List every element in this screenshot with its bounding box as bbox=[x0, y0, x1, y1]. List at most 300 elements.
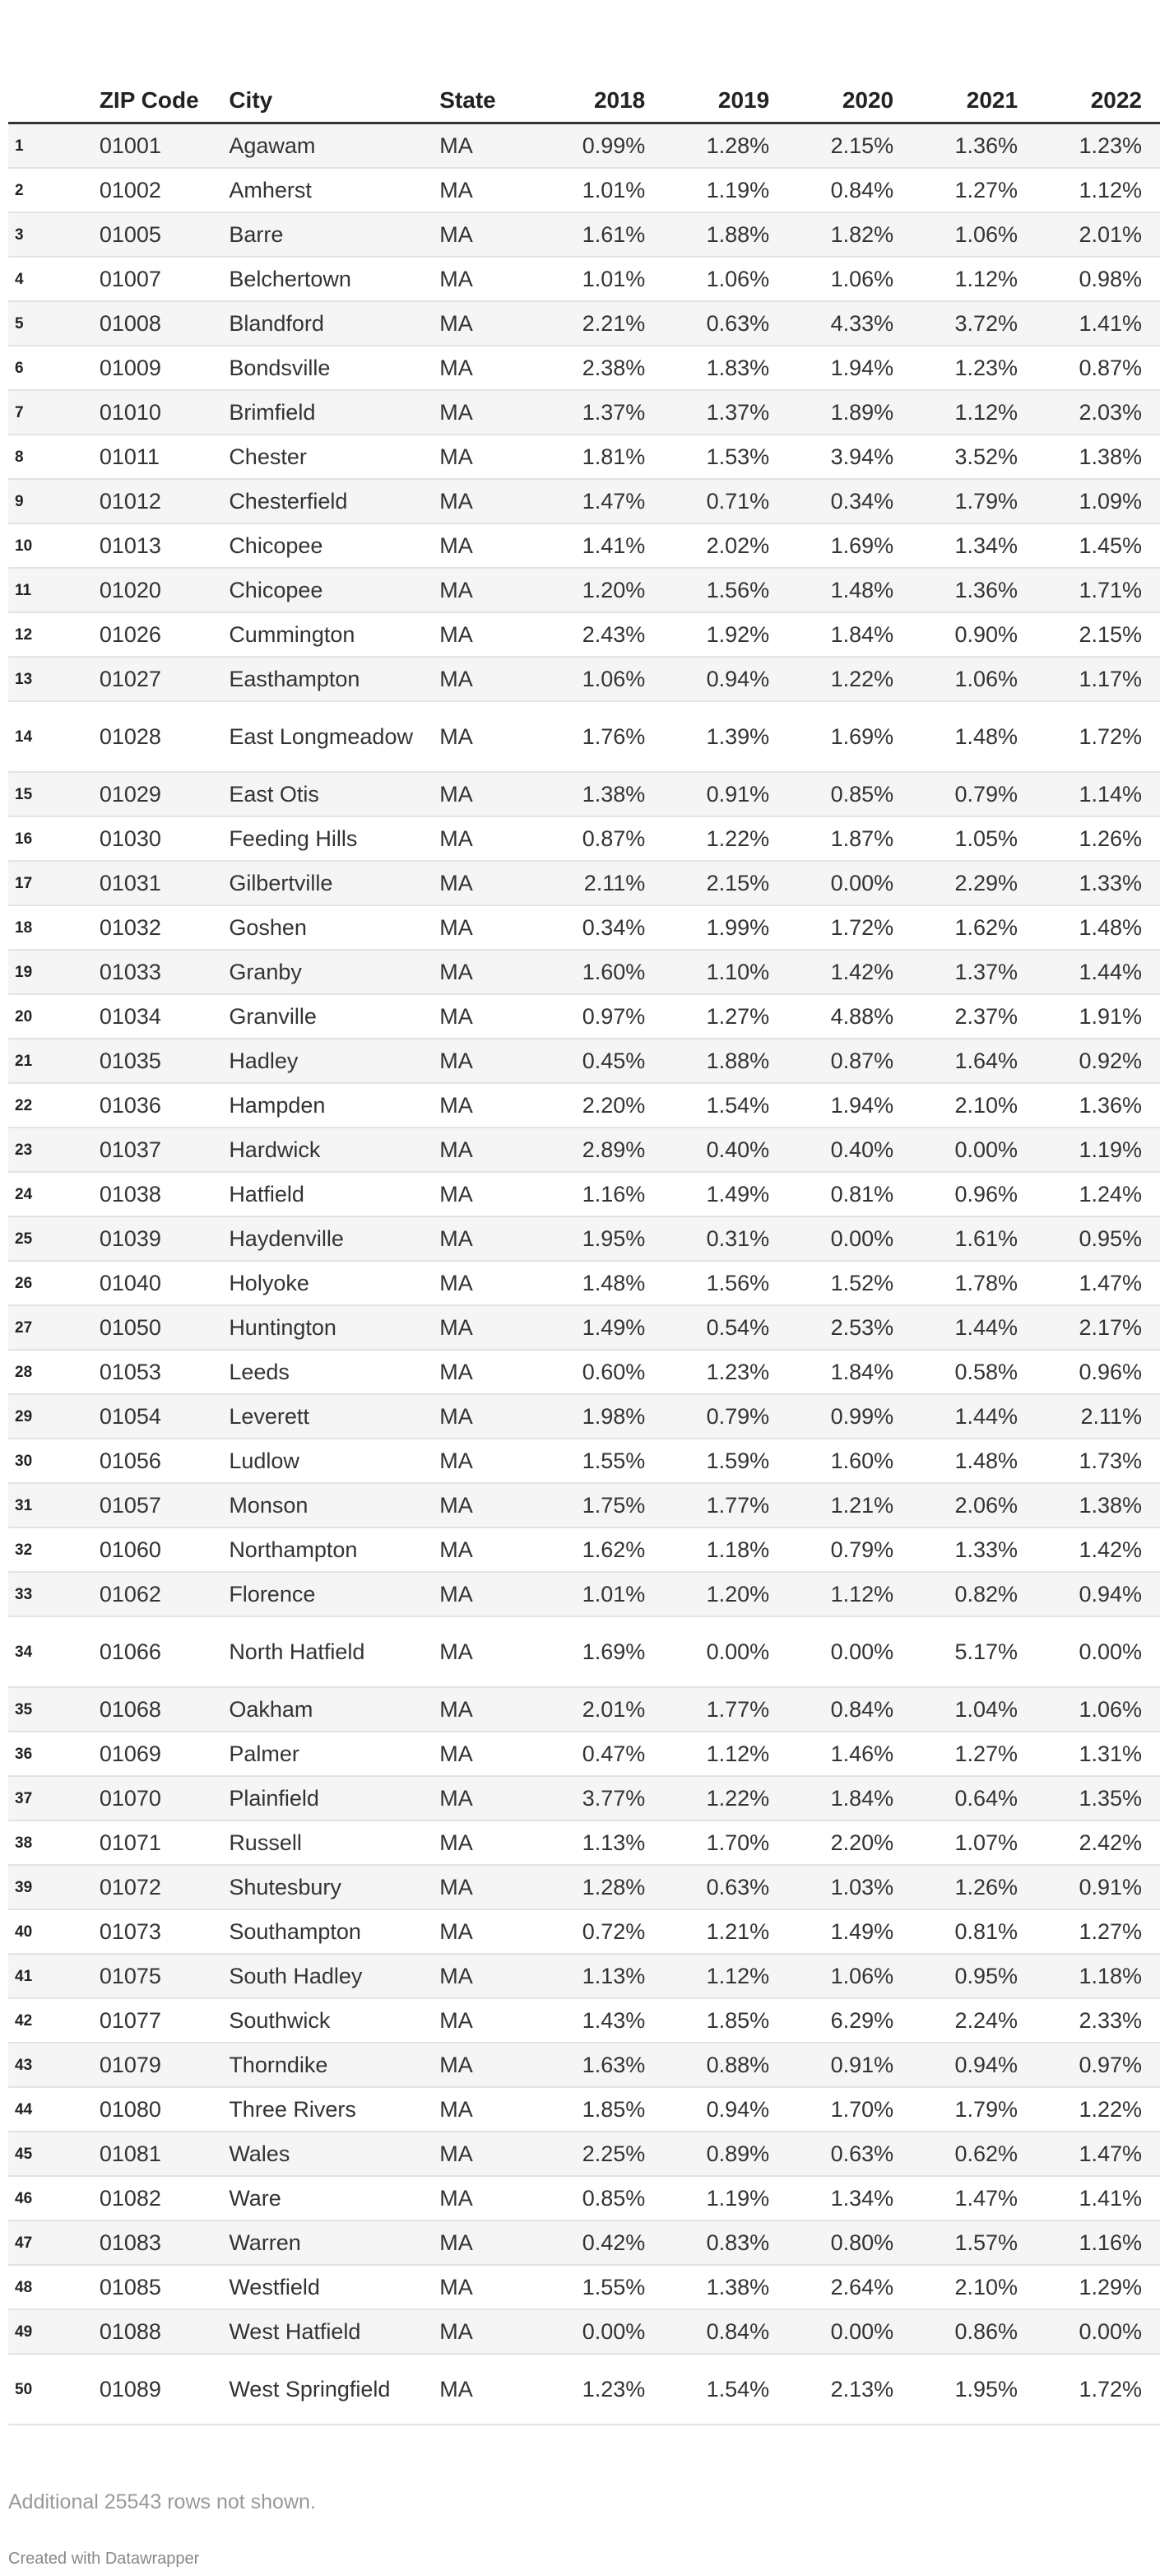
table-row bbox=[8, 1909, 1160, 1954]
cell-2020: 2.15% bbox=[787, 123, 912, 169]
cell-state: MA bbox=[433, 2220, 539, 2265]
cell-zip: 01002 bbox=[93, 168, 223, 212]
cell-state: MA bbox=[433, 1527, 539, 1572]
cell-2022: 2.42% bbox=[1036, 1820, 1160, 1865]
cell-2022: 1.31% bbox=[1036, 1732, 1160, 1776]
cell-state: MA bbox=[433, 2176, 539, 2220]
cell-2021: 0.58% bbox=[912, 1350, 1036, 1394]
cell-rank: 24 bbox=[8, 1172, 93, 1216]
cell-2019: 1.56% bbox=[663, 568, 787, 612]
cell-state: MA bbox=[433, 861, 539, 905]
cell-city: Plainfield bbox=[222, 1776, 433, 1820]
cell-2021: 2.37% bbox=[912, 994, 1036, 1039]
cell-2020: 1.03% bbox=[787, 1865, 912, 1909]
cell-2020: 1.82% bbox=[787, 212, 912, 257]
cell-city: Russell bbox=[222, 1820, 433, 1865]
cell-2018: 1.75% bbox=[539, 1483, 663, 1527]
cell-state: MA bbox=[433, 1865, 539, 1909]
table-row bbox=[8, 390, 1160, 435]
cell-2019: 0.63% bbox=[663, 1865, 787, 1909]
cell-2019: 1.88% bbox=[663, 212, 787, 257]
cell-2021: 2.10% bbox=[912, 2265, 1036, 2309]
header-state[interactable]: State bbox=[433, 87, 539, 123]
table-row bbox=[8, 2176, 1160, 2220]
table-row bbox=[8, 1083, 1160, 1128]
cell-2021: 1.62% bbox=[912, 905, 1036, 950]
cell-2022: 0.00% bbox=[1036, 1616, 1160, 1687]
cell-2021: 1.79% bbox=[912, 2087, 1036, 2132]
cell-2018: 1.81% bbox=[539, 435, 663, 479]
cell-2018: 0.00% bbox=[539, 2309, 663, 2354]
cell-2019: 1.83% bbox=[663, 346, 787, 390]
cell-rank: 20 bbox=[8, 994, 93, 1039]
cell-city: Cummington bbox=[222, 612, 433, 657]
table-row bbox=[8, 1172, 1160, 1216]
cell-state: MA bbox=[433, 816, 539, 861]
table-row bbox=[8, 657, 1160, 701]
cell-2020: 2.20% bbox=[787, 1820, 912, 1865]
cell-state: MA bbox=[433, 301, 539, 346]
cell-2022: 1.35% bbox=[1036, 1776, 1160, 1820]
cell-zip: 01050 bbox=[93, 1305, 223, 1350]
cell-2022: 0.97% bbox=[1036, 2043, 1160, 2087]
cell-2018: 1.62% bbox=[539, 1527, 663, 1572]
cell-zip: 01081 bbox=[93, 2132, 223, 2176]
cell-2021: 0.86% bbox=[912, 2309, 1036, 2354]
cell-rank: 49 bbox=[8, 2309, 93, 2354]
cell-2021: 1.48% bbox=[912, 701, 1036, 772]
cell-zip: 01038 bbox=[93, 1172, 223, 1216]
cell-2021: 0.81% bbox=[912, 1909, 1036, 1954]
cell-zip: 01070 bbox=[93, 1776, 223, 1820]
cell-2018: 2.25% bbox=[539, 2132, 663, 2176]
cell-state: MA bbox=[433, 1732, 539, 1776]
table-row bbox=[8, 435, 1160, 479]
cell-city: Barre bbox=[222, 212, 433, 257]
cell-2019: 1.37% bbox=[663, 390, 787, 435]
cell-2021: 1.12% bbox=[912, 257, 1036, 301]
cell-rank: 18 bbox=[8, 905, 93, 950]
cell-zip: 01009 bbox=[93, 346, 223, 390]
cell-2022: 1.23% bbox=[1036, 123, 1160, 169]
cell-zip: 01075 bbox=[93, 1954, 223, 1998]
cell-zip: 01085 bbox=[93, 2265, 223, 2309]
cell-city: Shutesbury bbox=[222, 1865, 433, 1909]
cell-city: Leeds bbox=[222, 1350, 433, 1394]
cell-city: Haydenville bbox=[222, 1216, 433, 1261]
cell-2018: 2.43% bbox=[539, 612, 663, 657]
cell-state: MA bbox=[433, 950, 539, 994]
table-row bbox=[8, 212, 1160, 257]
table-row bbox=[8, 816, 1160, 861]
cell-2018: 1.28% bbox=[539, 1865, 663, 1909]
table-row bbox=[8, 1732, 1160, 1776]
cell-2022: 1.73% bbox=[1036, 1439, 1160, 1483]
cell-2020: 1.72% bbox=[787, 905, 912, 950]
cell-2019: 0.40% bbox=[663, 1128, 787, 1172]
cell-city: Amherst bbox=[222, 168, 433, 212]
cell-2019: 1.21% bbox=[663, 1909, 787, 1954]
cell-zip: 01029 bbox=[93, 772, 223, 816]
cell-zip: 01031 bbox=[93, 861, 223, 905]
cell-city: Holyoke bbox=[222, 1261, 433, 1305]
cell-2019: 0.63% bbox=[663, 301, 787, 346]
cell-state: MA bbox=[433, 701, 539, 772]
cell-2018: 1.43% bbox=[539, 1998, 663, 2043]
cell-2021: 1.78% bbox=[912, 1261, 1036, 1305]
cell-2019: 1.56% bbox=[663, 1261, 787, 1305]
cell-zip: 01036 bbox=[93, 1083, 223, 1128]
cell-2022: 1.42% bbox=[1036, 1527, 1160, 1572]
data-table bbox=[8, 87, 1160, 2425]
cell-2019: 1.22% bbox=[663, 1776, 787, 1820]
datawrapper-credit: Created with Datawrapper bbox=[8, 2550, 200, 2568]
cell-state: MA bbox=[433, 2132, 539, 2176]
cell-2022: 0.94% bbox=[1036, 1572, 1160, 1616]
cell-2020: 0.85% bbox=[787, 772, 912, 816]
header-2018[interactable]: 2018 bbox=[539, 87, 663, 123]
cell-2020: 1.42% bbox=[787, 950, 912, 994]
cell-2021: 0.96% bbox=[912, 1172, 1036, 1216]
cell-zip: 01039 bbox=[93, 1216, 223, 1261]
header-rank[interactable] bbox=[8, 87, 93, 123]
cell-state: MA bbox=[433, 123, 539, 169]
cell-2019: 2.02% bbox=[663, 523, 787, 568]
cell-2018: 1.60% bbox=[539, 950, 663, 994]
table-row bbox=[8, 861, 1160, 905]
cell-2020: 0.84% bbox=[787, 168, 912, 212]
cell-2018: 1.98% bbox=[539, 1394, 663, 1439]
cell-2021: 0.90% bbox=[912, 612, 1036, 657]
cell-2019: 1.23% bbox=[663, 1350, 787, 1394]
cell-rank: 17 bbox=[8, 861, 93, 905]
cell-2020: 1.69% bbox=[787, 701, 912, 772]
cell-city: Leverett bbox=[222, 1394, 433, 1439]
cell-2020: 1.70% bbox=[787, 2087, 912, 2132]
cell-2019: 0.31% bbox=[663, 1216, 787, 1261]
cell-state: MA bbox=[433, 479, 539, 523]
cell-zip: 01056 bbox=[93, 1439, 223, 1483]
table-header bbox=[8, 87, 1160, 123]
cell-state: MA bbox=[433, 1128, 539, 1172]
cell-city: Monson bbox=[222, 1483, 433, 1527]
cell-2018: 1.01% bbox=[539, 168, 663, 212]
cell-2021: 1.04% bbox=[912, 1687, 1036, 1732]
cell-2018: 1.63% bbox=[539, 2043, 663, 2087]
cell-2020: 1.94% bbox=[787, 346, 912, 390]
table-row bbox=[8, 257, 1160, 301]
cell-2019: 0.91% bbox=[663, 772, 787, 816]
cell-zip: 01011 bbox=[93, 435, 223, 479]
cell-rank: 43 bbox=[8, 2043, 93, 2087]
cell-2019: 1.77% bbox=[663, 1687, 787, 1732]
cell-rank: 40 bbox=[8, 1909, 93, 1954]
cell-2019: 1.49% bbox=[663, 1172, 787, 1216]
table-row bbox=[8, 950, 1160, 994]
table-row bbox=[8, 123, 1160, 169]
header-2022[interactable]: 2022 bbox=[1036, 87, 1160, 123]
cell-state: MA bbox=[433, 1820, 539, 1865]
cell-city: South Hadley bbox=[222, 1954, 433, 1998]
cell-2020: 1.60% bbox=[787, 1439, 912, 1483]
cell-2021: 1.37% bbox=[912, 950, 1036, 994]
cell-2021: 1.36% bbox=[912, 123, 1036, 169]
cell-zip: 01034 bbox=[93, 994, 223, 1039]
cell-zip: 01083 bbox=[93, 2220, 223, 2265]
cell-zip: 01010 bbox=[93, 390, 223, 435]
cell-2021: 1.26% bbox=[912, 1865, 1036, 1909]
cell-2018: 0.97% bbox=[539, 994, 663, 1039]
cell-2021: 5.17% bbox=[912, 1616, 1036, 1687]
cell-2019: 2.15% bbox=[663, 861, 787, 905]
cell-2021: 3.72% bbox=[912, 301, 1036, 346]
cell-rank: 37 bbox=[8, 1776, 93, 1820]
header-2019[interactable]: 2019 bbox=[663, 87, 787, 123]
cell-2022: 1.06% bbox=[1036, 1687, 1160, 1732]
cell-rank: 9 bbox=[8, 479, 93, 523]
cell-2021: 1.61% bbox=[912, 1216, 1036, 1261]
cell-rank: 12 bbox=[8, 612, 93, 657]
cell-2020: 3.94% bbox=[787, 435, 912, 479]
cell-2019: 1.54% bbox=[663, 1083, 787, 1128]
cell-state: MA bbox=[433, 1776, 539, 1820]
cell-2020: 1.48% bbox=[787, 568, 912, 612]
cell-2022: 1.72% bbox=[1036, 2354, 1160, 2425]
cell-2019: 1.59% bbox=[663, 1439, 787, 1483]
cell-city: Three Rivers bbox=[222, 2087, 433, 2132]
cell-state: MA bbox=[433, 1909, 539, 1954]
cell-2019: 1.70% bbox=[663, 1820, 787, 1865]
cell-zip: 01082 bbox=[93, 2176, 223, 2220]
cell-city: Hampden bbox=[222, 1083, 433, 1128]
cell-2022: 1.33% bbox=[1036, 861, 1160, 905]
cell-zip: 01057 bbox=[93, 1483, 223, 1527]
cell-rank: 22 bbox=[8, 1083, 93, 1128]
cell-2020: 2.64% bbox=[787, 2265, 912, 2309]
cell-2018: 1.20% bbox=[539, 568, 663, 612]
cell-2018: 0.60% bbox=[539, 1350, 663, 1394]
header-2020[interactable]: 2020 bbox=[787, 87, 912, 123]
cell-2018: 1.13% bbox=[539, 1954, 663, 1998]
cell-2018: 2.01% bbox=[539, 1687, 663, 1732]
cell-2018: 1.95% bbox=[539, 1216, 663, 1261]
cell-rank: 32 bbox=[8, 1527, 93, 1572]
cell-2022: 1.71% bbox=[1036, 568, 1160, 612]
table-row bbox=[8, 301, 1160, 346]
cell-2021: 2.06% bbox=[912, 1483, 1036, 1527]
cell-2022: 1.38% bbox=[1036, 1483, 1160, 1527]
cell-2018: 1.37% bbox=[539, 390, 663, 435]
table-row bbox=[8, 1820, 1160, 1865]
cell-zip: 01079 bbox=[93, 2043, 223, 2087]
cell-2019: 1.77% bbox=[663, 1483, 787, 1527]
cell-2021: 1.27% bbox=[912, 168, 1036, 212]
cell-city: Oakham bbox=[222, 1687, 433, 1732]
table-row bbox=[8, 1039, 1160, 1083]
cell-rank: 13 bbox=[8, 657, 93, 701]
cell-zip: 01026 bbox=[93, 612, 223, 657]
cell-2021: 1.44% bbox=[912, 1305, 1036, 1350]
cell-2018: 1.38% bbox=[539, 772, 663, 816]
cell-zip: 01032 bbox=[93, 905, 223, 950]
cell-city: Goshen bbox=[222, 905, 433, 950]
cell-rank: 5 bbox=[8, 301, 93, 346]
cell-state: MA bbox=[433, 1616, 539, 1687]
cell-2022: 2.01% bbox=[1036, 212, 1160, 257]
cell-state: MA bbox=[433, 2354, 539, 2425]
cell-2019: 0.84% bbox=[663, 2309, 787, 2354]
cell-2020: 1.22% bbox=[787, 657, 912, 701]
cell-zip: 01035 bbox=[93, 1039, 223, 1083]
cell-rank: 39 bbox=[8, 1865, 93, 1909]
cell-2019: 1.92% bbox=[663, 612, 787, 657]
cell-rank: 31 bbox=[8, 1483, 93, 1527]
cell-2018: 1.47% bbox=[539, 479, 663, 523]
cell-state: MA bbox=[433, 1083, 539, 1128]
table-row bbox=[8, 1572, 1160, 1616]
cell-rank: 36 bbox=[8, 1732, 93, 1776]
cell-2021: 1.12% bbox=[912, 390, 1036, 435]
cell-2022: 1.18% bbox=[1036, 1954, 1160, 1998]
cell-rank: 11 bbox=[8, 568, 93, 612]
cell-city: Hatfield bbox=[222, 1172, 433, 1216]
cell-zip: 01027 bbox=[93, 657, 223, 701]
cell-city: Hadley bbox=[222, 1039, 433, 1083]
cell-2019: 0.79% bbox=[663, 1394, 787, 1439]
cell-2020: 1.12% bbox=[787, 1572, 912, 1616]
table-row bbox=[8, 1305, 1160, 1350]
cell-2022: 1.26% bbox=[1036, 816, 1160, 861]
cell-rank: 10 bbox=[8, 523, 93, 568]
cell-2022: 1.19% bbox=[1036, 1128, 1160, 1172]
cell-2021: 0.94% bbox=[912, 2043, 1036, 2087]
cell-zip: 01071 bbox=[93, 1820, 223, 1865]
cell-zip: 01080 bbox=[93, 2087, 223, 2132]
cell-2018: 2.21% bbox=[539, 301, 663, 346]
cell-rank: 8 bbox=[8, 435, 93, 479]
cell-2019: 1.19% bbox=[663, 2176, 787, 2220]
cell-2018: 1.01% bbox=[539, 1572, 663, 1616]
cell-state: MA bbox=[433, 1039, 539, 1083]
cell-zip: 01007 bbox=[93, 257, 223, 301]
cell-2022: 1.16% bbox=[1036, 2220, 1160, 2265]
cell-city: Southampton bbox=[222, 1909, 433, 1954]
cell-zip: 01028 bbox=[93, 701, 223, 772]
cell-2019: 1.39% bbox=[663, 701, 787, 772]
table-row bbox=[8, 568, 1160, 612]
cell-rank: 7 bbox=[8, 390, 93, 435]
cell-city: Brimfield bbox=[222, 390, 433, 435]
cell-2019: 0.83% bbox=[663, 2220, 787, 2265]
table-row bbox=[8, 1350, 1160, 1394]
cell-city: Florence bbox=[222, 1572, 433, 1616]
cell-state: MA bbox=[433, 212, 539, 257]
cell-city: North Hatfield bbox=[222, 1616, 433, 1687]
table-row bbox=[8, 2354, 1160, 2425]
cell-city: Palmer bbox=[222, 1732, 433, 1776]
cell-2020: 0.34% bbox=[787, 479, 912, 523]
table-row bbox=[8, 2265, 1160, 2309]
cell-2018: 1.55% bbox=[539, 1439, 663, 1483]
cell-2021: 2.24% bbox=[912, 1998, 1036, 2043]
cell-city: Belchertown bbox=[222, 257, 433, 301]
cell-2021: 1.27% bbox=[912, 1732, 1036, 1776]
cell-state: MA bbox=[433, 1350, 539, 1394]
cell-rank: 42 bbox=[8, 1998, 93, 2043]
cell-2020: 1.06% bbox=[787, 1954, 912, 1998]
cell-2020: 4.88% bbox=[787, 994, 912, 1039]
cell-2019: 1.12% bbox=[663, 1954, 787, 1998]
data-table-container bbox=[8, 87, 1142, 2425]
cell-city: Thorndike bbox=[222, 2043, 433, 2087]
cell-2021: 3.52% bbox=[912, 435, 1036, 479]
cell-zip: 01005 bbox=[93, 212, 223, 257]
cell-rank: 34 bbox=[8, 1616, 93, 1687]
cell-rank: 27 bbox=[8, 1305, 93, 1350]
cell-city: Westfield bbox=[222, 2265, 433, 2309]
cell-zip: 01073 bbox=[93, 1909, 223, 1954]
table-row bbox=[8, 168, 1160, 212]
cell-2019: 1.10% bbox=[663, 950, 787, 994]
table-row bbox=[8, 994, 1160, 1039]
cell-rank: 46 bbox=[8, 2176, 93, 2220]
cell-2021: 0.64% bbox=[912, 1776, 1036, 1820]
cell-2022: 1.14% bbox=[1036, 772, 1160, 816]
cell-2022: 2.03% bbox=[1036, 390, 1160, 435]
table-row bbox=[8, 1687, 1160, 1732]
cell-2021: 1.44% bbox=[912, 1394, 1036, 1439]
cell-2020: 1.84% bbox=[787, 1776, 912, 1820]
header-city[interactable]: City bbox=[222, 87, 433, 123]
cell-2019: 1.38% bbox=[663, 2265, 787, 2309]
cell-2021: 1.79% bbox=[912, 479, 1036, 523]
cell-state: MA bbox=[433, 905, 539, 950]
cell-state: MA bbox=[433, 435, 539, 479]
cell-2022: 1.72% bbox=[1036, 701, 1160, 772]
cell-2020: 0.91% bbox=[787, 2043, 912, 2087]
cell-2020: 0.84% bbox=[787, 1687, 912, 1732]
cell-2019: 0.54% bbox=[663, 1305, 787, 1350]
table-row bbox=[8, 1216, 1160, 1261]
cell-city: Southwick bbox=[222, 1998, 433, 2043]
cell-2020: 1.46% bbox=[787, 1732, 912, 1776]
cell-2022: 1.24% bbox=[1036, 1172, 1160, 1216]
cell-state: MA bbox=[433, 2087, 539, 2132]
header-zip-code[interactable]: ZIP Code bbox=[93, 87, 223, 123]
cell-state: MA bbox=[433, 390, 539, 435]
cell-city: Chester bbox=[222, 435, 433, 479]
cell-2020: 1.84% bbox=[787, 612, 912, 657]
cell-city: Bondsville bbox=[222, 346, 433, 390]
cell-city: East Otis bbox=[222, 772, 433, 816]
cell-2022: 0.92% bbox=[1036, 1039, 1160, 1083]
cell-2018: 0.99% bbox=[539, 123, 663, 169]
cell-2020: 0.40% bbox=[787, 1128, 912, 1172]
cell-rank: 38 bbox=[8, 1820, 93, 1865]
cell-2022: 1.41% bbox=[1036, 301, 1160, 346]
cell-2022: 2.33% bbox=[1036, 1998, 1160, 2043]
cell-2018: 2.89% bbox=[539, 1128, 663, 1172]
cell-city: Wales bbox=[222, 2132, 433, 2176]
cell-2019: 1.22% bbox=[663, 816, 787, 861]
cell-2022: 1.38% bbox=[1036, 435, 1160, 479]
header-2021[interactable]: 2021 bbox=[912, 87, 1036, 123]
cell-zip: 01008 bbox=[93, 301, 223, 346]
cell-2021: 1.34% bbox=[912, 523, 1036, 568]
cell-zip: 01040 bbox=[93, 1261, 223, 1305]
cell-rank: 29 bbox=[8, 1394, 93, 1439]
cell-2020: 1.89% bbox=[787, 390, 912, 435]
